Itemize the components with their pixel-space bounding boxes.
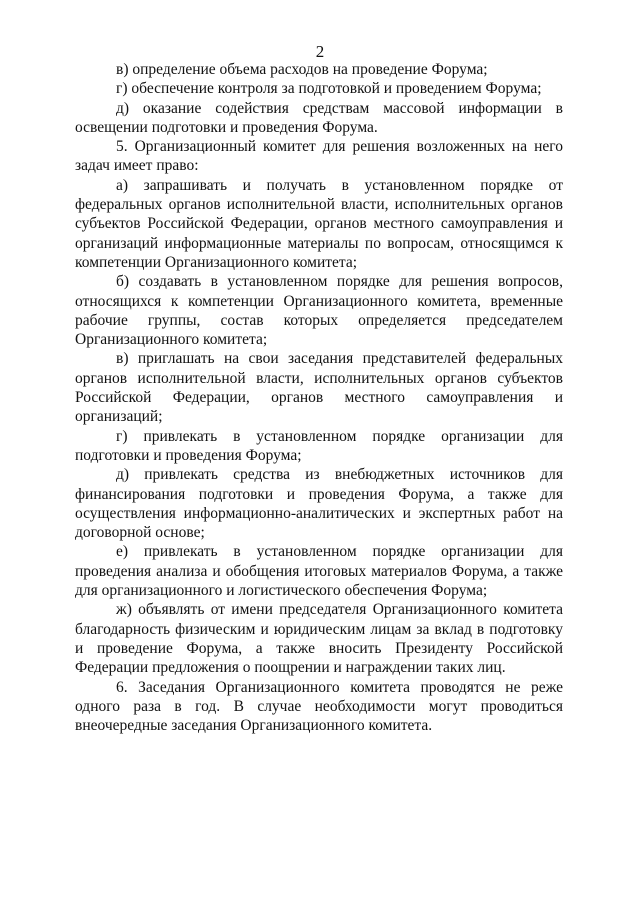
- paragraph-d-media: д) оказание содействия средствам массовой информации в освещении подготовки и проведения Форума.: [75, 99, 563, 136]
- page-number: 2: [315, 42, 325, 61]
- paragraph-d-funds: д) привлекать средства из внебюджетных источников для финансирования подготовки и проведения Форума, а также для осуществления информационно-аналитических и экспертных работ на договорной основе;: [75, 466, 563, 542]
- paragraph-g-engage-orgs: г) привлекать в установленном порядке организации для подготовки и проведения Форума;: [75, 427, 563, 464]
- paragraph-b-working-groups: б) создавать в установленном порядке для решения вопросов, относящихся к компетенции Организационного комитета, временные рабочие группы, состав которых определяется председателем Организационного комитета;: [75, 273, 563, 349]
- paragraph-6-meetings: 6. Заседания Организационного комитета проводятся не реже одного раза в год. В случае необходимости могут проводиться внеочередные заседания Организационного комитета.: [75, 678, 563, 735]
- paragraph-v-expenses: в) определение объема расходов на проведение Форума;: [116, 61, 488, 78]
- document-body: [75, 60, 563, 735]
- paragraph-g-control: г) обеспечение контроля за подготовкой и проведением Форума;: [116, 80, 542, 98]
- paragraph-zh-gratitude: ж) объявлять от имени председателя Организационного комитета благодарность физическим и юридическим лицам за вклад в подготовку и проведение Форума, а также вносить Президенту Российской Федерации предложения о поощрении и награждении таких лиц.: [75, 601, 563, 677]
- paragraph-5-rights: 5. Организационный комитет для решения возложенных на него задач имеет право:: [75, 138, 563, 175]
- paragraph-e-analysis: е) привлекать в установленном порядке организации для проведения анализа и обобщения итоговых материалов Форума, а также для организационного и логистического обеспечения Форума;: [75, 543, 563, 600]
- paragraph-v-invite: в) приглашать на свои заседания представителей федеральных органов исполнительной власти, исполнительных органов субъектов Российской Федерации, органов местного самоуправления и организаций;: [75, 350, 563, 426]
- paragraph-a-request: а) запрашивать и получать в установленном порядке от федеральных органов исполнительной власти, исполнительных органов субъектов Российской Федерации, органов местного самоуправления и организаций информационные материалы по вопросам, относящимся к компетенции Организационного комитета;: [75, 176, 563, 271]
